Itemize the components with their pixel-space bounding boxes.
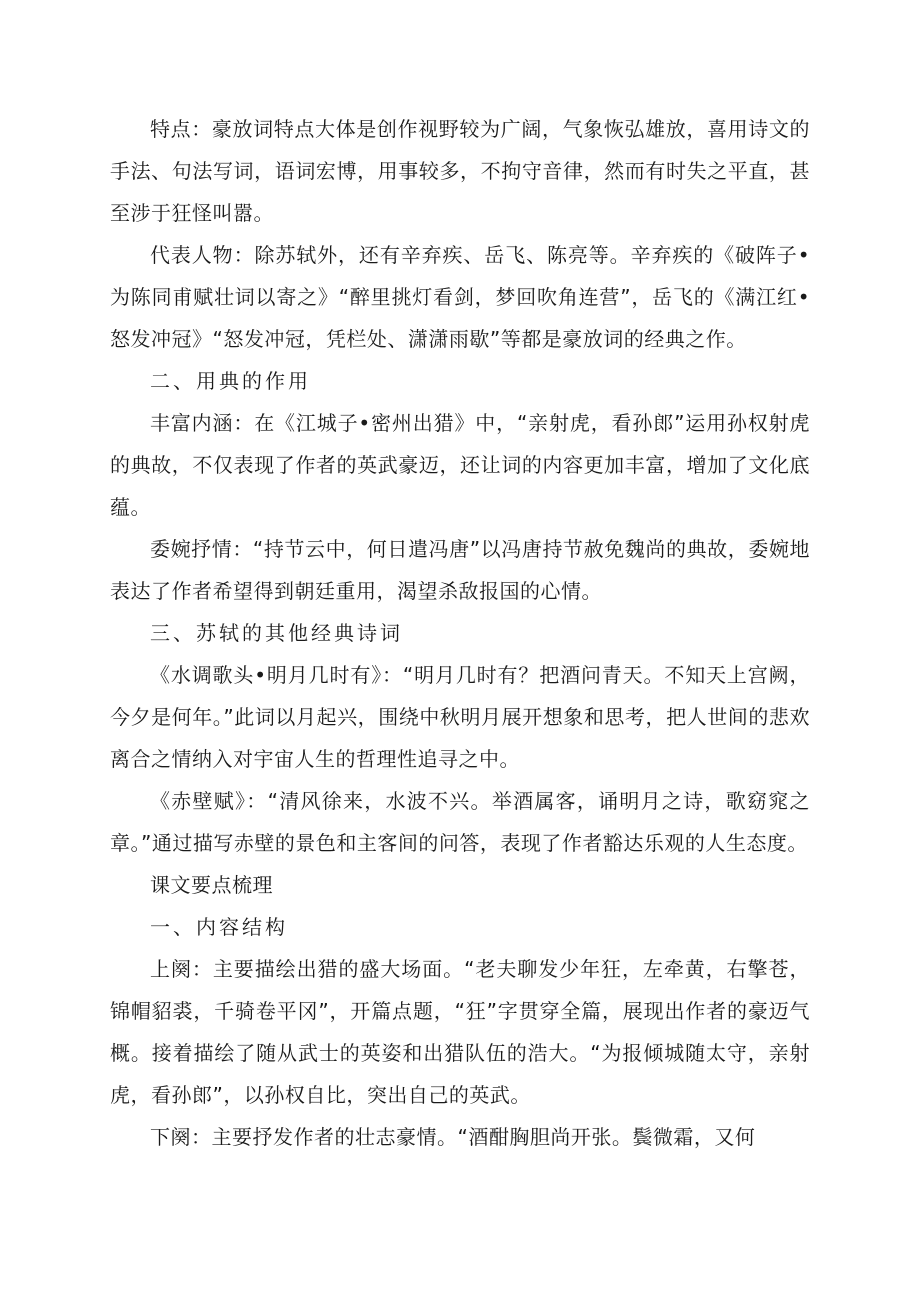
paragraph-key-points-title: 课文要点梳理 bbox=[150, 873, 273, 897]
paragraph-shuidiao-getou: 《水调歌头•明月几时有》：“明月几时有？把酒问青天。不知天上宫阙，今夕是何年。”此词以月起兴，围绕中秋明月展开想象和思考，把人世间的悲欢离合之情纳入对宇宙人生的哲理性追寻之中。 bbox=[110, 663, 810, 771]
paragraph-chibi-fu: 《赤壁赋》：“清风徐来，水波不兴。举酒属客，诵明月之诗，歌窈窕之章。”通过描写赤壁的景色和主客间的问答，表现了作者豁达乐观的人生态度。 bbox=[110, 789, 810, 855]
paragraph-lower-stanza: 下阕：主要抒发作者的壮志豪情。“酒酣胸胆尚开张。鬓微霜，又何 bbox=[150, 1125, 756, 1149]
section-heading-other-poems: 三、苏轼的其他经典诗词 bbox=[150, 621, 403, 645]
paragraph-subtle-lyric: 委婉抒情：“持节云中，何日遣冯唐”以冯唐持节赦免魏尚的典故，委婉地表达了作者希望得到朝廷重用，渴望杀敌报国的心情。 bbox=[110, 537, 810, 603]
section-heading-structure: 一、内容结构 bbox=[150, 915, 288, 939]
paragraph-features: 特点：豪放词特点大体是创作视野较为广阔，气象恢弘雄放，喜用诗文的手法、句法写词，语词宏博，用事较多，不拘守音律，然而有时失之平直，甚至涉于狂怪叫嚣。 bbox=[110, 117, 810, 225]
paragraph-representatives: 代表人物：除苏轼外，还有辛弃疾、岳飞、陈亮等。辛弃疾的《破阵子•为陈同甫赋壮词以寄之》“醉里挑灯看剑，梦回吹角连营”，岳飞的《满江红•怒发冲冠》“怒发冲冠，凭栏处、潇潇雨歇”等都是豪放词的经典之作。 bbox=[110, 243, 810, 351]
paragraph-rich-meaning: 丰富内涵：在《江城子•密州出猎》中，“亲射虎，看孙郎”运用孙权射虎的典故，不仅表现了作者的英武豪迈，还让词的内容更加丰富，增加了文化底蕴。 bbox=[110, 411, 810, 519]
document-body bbox=[110, 108, 810, 1158]
paragraph-upper-stanza: 上阕：主要描绘出猎的盛大场面。“老夫聊发少年狂，左牵黄，右擎苍，锦帽貂裘，千骑卷平冈”，开篇点题，“狂”字贯穿全篇，展现出作者的豪迈气概。接着描绘了随从武士的英姿和出猎队伍的浩大。“为报倾城随太守，亲射虎，看孙郎”，以孙权自比，突出自己的英武。 bbox=[110, 957, 810, 1107]
section-heading-allusion: 二、用典的作用 bbox=[150, 369, 311, 393]
